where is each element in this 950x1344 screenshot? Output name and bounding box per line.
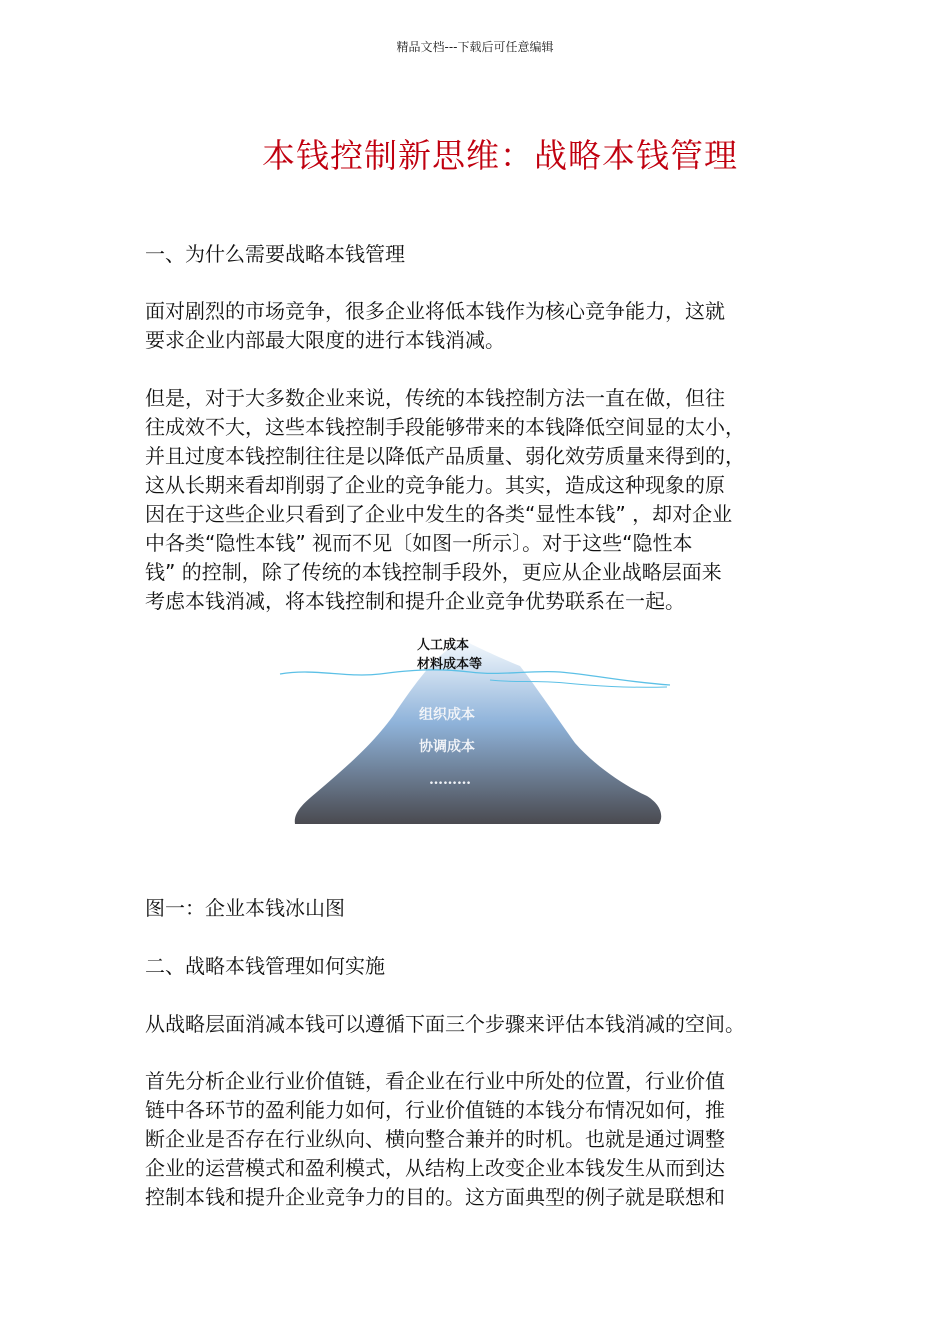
paragraph-3: 从战略层面消减本钱可以遵循下面三个步骤来评估本钱消减的空间。 — [145, 1012, 745, 1036]
figure-caption: 图一：企业本钱冰山图 — [145, 896, 345, 920]
section-2-heading: 二、战略本钱管理如何实施 — [145, 954, 385, 978]
section-1-heading: 一、为什么需要战略本钱管理 — [145, 242, 405, 266]
paragraph-2: 但是，对于大多数企业来说，传统的本钱控制方法一直在做，但往 往成效不大，这些本钱控制手段能够带来的本钱降低空间显的太小， 并且过度本钱控制往往是以降低产品质量、弱化效劳质量来得到的， 这从长期来看却削弱了企业的竞争能力。其实，造成这种现象的原 因在于这些企业只看到了企业中发生的各类“显性本钱” ，却对企业 中各类“隐性本钱” 视而不见〔如图一所示〕。对于这些“隐性本 钱” 的控制，除了传统的本钱控制手段外，更应从企业战略层面来 考虑本钱消减，将本钱控制和提升企业竞争优势联系在一起。 — [145, 386, 745, 613]
document-title: 本钱控制新思维：战略本钱管理 — [262, 136, 738, 175]
header-note: 精品文档---下载后可任意编辑 — [396, 40, 554, 54]
paragraph-1: 面对剧烈的市场竞争，很多企业将低本钱作为核心竞争能力，这就 要求企业内部最大限度的进行本钱消减。 — [145, 299, 725, 352]
iceberg-label-ellipsis: ……… — [429, 772, 471, 788]
iceberg-diagram — [275, 628, 675, 828]
iceberg-label-material-cost: 材料成本等 — [417, 657, 483, 672]
iceberg-figure — [275, 628, 675, 828]
paragraph-4: 首先分析企业行业价值链，看企业在行业中所处的位置，行业价值 链中各环节的盈利能力如何，行业价值链的本钱分布情况如何，推 断企业是否存在行业纵向、横向整合兼并的时机。也就是通过调整 企业的运营模式和盈利模式，从结构上改变企业本钱发生从而到达 控制本钱和提升企业竞争力的目的。这方面典型的例子就是联想和 — [145, 1069, 725, 1209]
iceberg-label-coordination-cost: 协调成本 — [419, 739, 475, 755]
iceberg-label-labor-cost: 人工成本 — [417, 638, 470, 653]
iceberg-label-organization-cost: 组织成本 — [419, 707, 475, 723]
